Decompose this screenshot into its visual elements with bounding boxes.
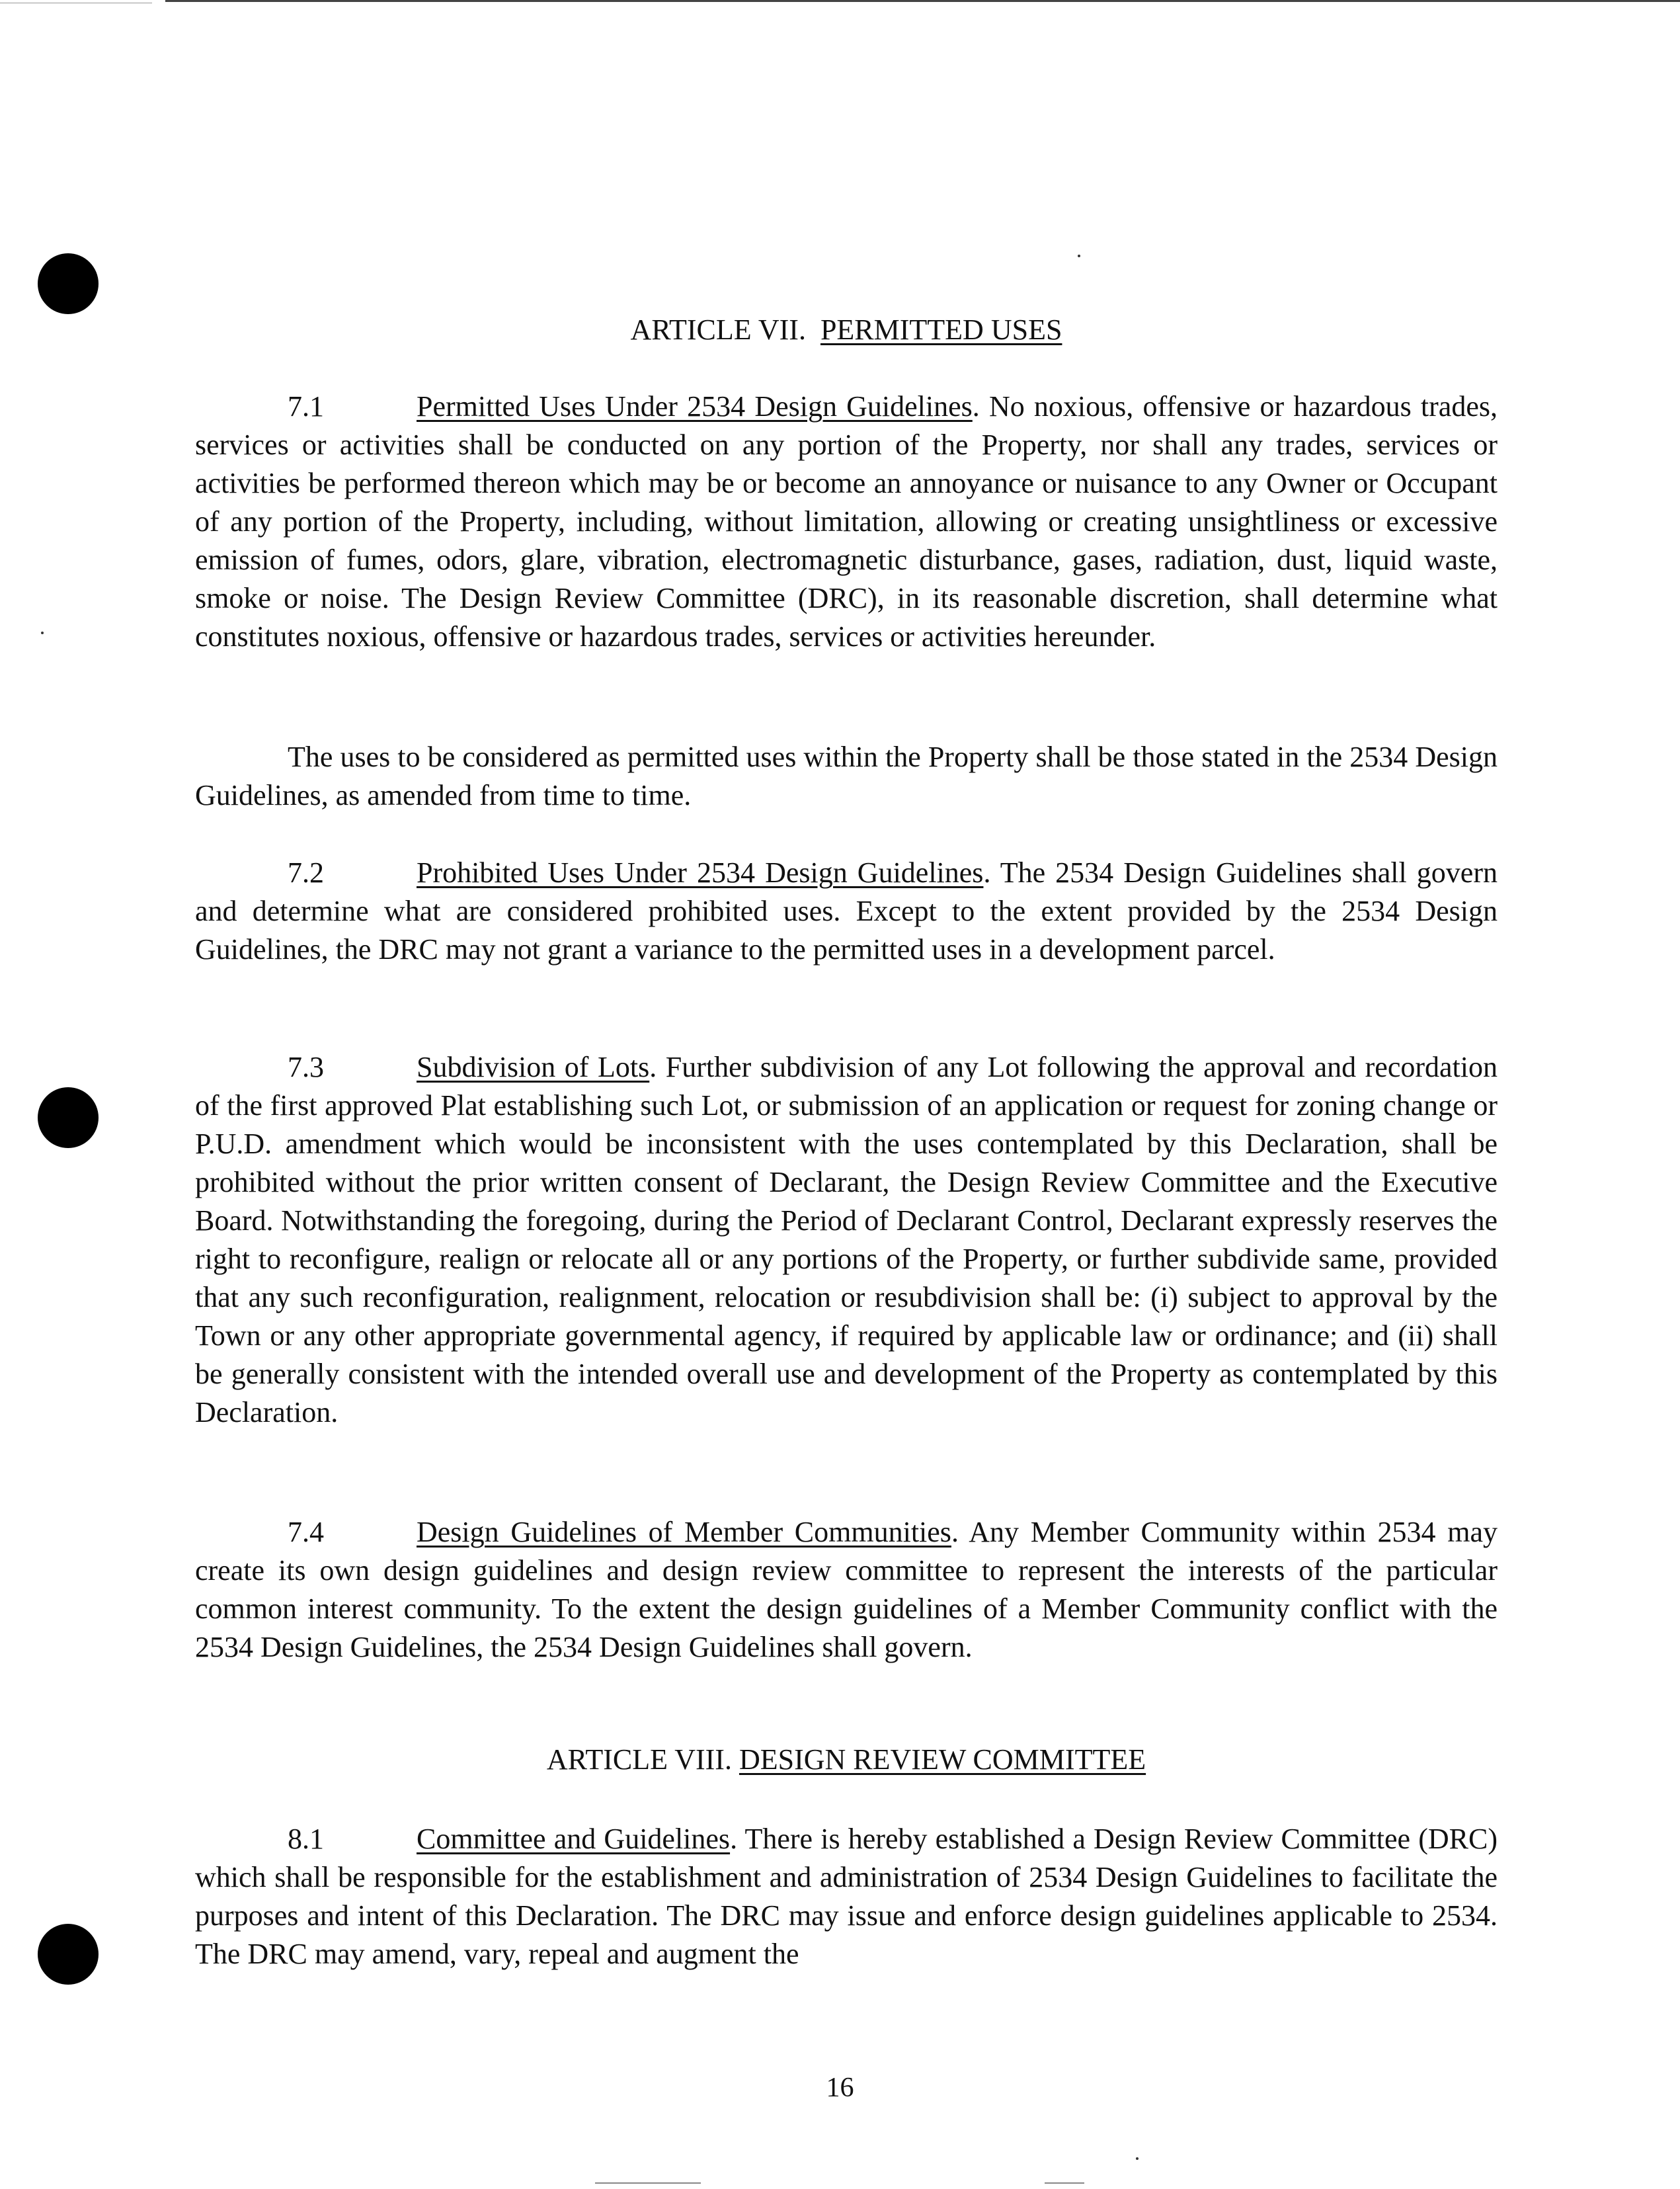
section-title: Prohibited Uses Under 2534 Design Guidelines [417,856,984,889]
article-7-heading [195,311,1498,349]
section-text: . There is hereby established a Design Review Committee (DRC) which shall be responsible for the establishment and administration of 2534 Design Guidelines to facilitate the purposes and intent of this Declaration. The DRC may issue and enforce design guidelines applicable to 2534. The DRC may amend, vary, repeal and augment the [195,1823,1498,1970]
page-number: 16 [826,2073,854,2103]
section-number: 7.1 [288,390,324,423]
section-title: Committee and Guidelines [417,1823,731,1855]
paragraph-text: The uses to be considered as permitted uses within the Property shall be those stated in the 2534 Design Guidelines, as amended from time to time. [195,741,1498,811]
punch-hole-top [38,253,99,314]
section-7-1 [195,388,1498,656]
section-number: 7.3 [288,1051,324,1083]
section-title: Permitted Uses Under 2534 Design Guidelines [417,390,973,423]
section-text: . The 2534 Design Guidelines shall govern and determine what are considered prohibited uses. Except to the extent provided by the 2534 Design Guidelines, the DRC may not grant a variance to the permitted uses in a development parcel. [195,856,1498,966]
scan-bottom-marks [595,2182,701,2184]
scan-top-edge-line [165,0,1680,2]
section-number: 7.4 [288,1516,324,1548]
section-title: Design Guidelines of Member Communities [417,1516,951,1548]
scan-speck [1136,2157,1139,2160]
section-text: . Any Member Community within 2534 may create its own design guidelines and design review committee to represent the interests of the particular common interest community. To the extent the design guidelines of a Member Community conflict with the 2534 Design Guidelines, the 2534 Design Guidelines shall govern. [195,1516,1498,1663]
section-7-3 [195,1048,1498,1432]
punch-hole-middle [38,1087,99,1148]
scan-speck [1078,255,1080,257]
article-8-prefix: ARTICLE VIII. [546,1743,732,1776]
section-text: . Further subdivision of any Lot following the approval and recordation of the first approved Plat establishing such Lot, or submission of an application or request for zoning change or P.U.D. amendment which would be inconsistent with the uses contemplated by this Declaration, shall be prohibited without the prior written consent of Declarant, the Design Review Committee and the Executive Board. Notwithstanding the foregoing, during the Period of Declarant Control, Declarant expressly reserves the right to reconfigure, realign or relocate all or any portions of the Property, or further subdivide same, provided that any such reconfiguration, realignment, relocation or resubdivision shall be: (i) subject to approval by the Town or any other appropriate governmental agency, if required by applicable law or ordinance; and (ii) shall be generally consistent with the intended overall use and development of the Property as contemplated by this Declaration. [195,1051,1498,1428]
section-text: . No noxious, offensive or hazardous trades, services or activities shall be conducted on any portion of the Property, nor shall any trades, services or activities be performed thereon which may be or become an annoyance or nuisance to any Owner or Occupant of any portion of the Property, including, without limitation, allowing or creating unsightliness or excessive emission of fumes, odors, glare, vibration, electromagnetic disturbance, gases, radiation, dust, liquid waste, smoke or noise. The Design Review Committee (DRC), in its reasonable discretion, shall determine what constitutes noxious, offensive or hazardous trades, services or activities hereunder. [195,390,1498,653]
article-8-title: DESIGN REVIEW COMMITTEE [739,1743,1146,1776]
paragraph-permitted-uses [195,738,1498,815]
punch-hole-bottom [38,1924,99,1985]
scan-bottom-marks [1045,2182,1084,2184]
scan-speck [41,632,44,634]
article-7-prefix: ARTICLE VII. [630,313,806,346]
article-7-title: PERMITTED USES [820,313,1062,346]
section-number: 8.1 [288,1823,324,1855]
section-7-2 [195,854,1498,969]
section-8-1 [195,1820,1498,1973]
section-7-4 [195,1513,1498,1667]
section-title: Subdivision of Lots [417,1051,650,1083]
article-8-heading [195,1741,1498,1779]
section-number: 7.2 [288,856,324,889]
